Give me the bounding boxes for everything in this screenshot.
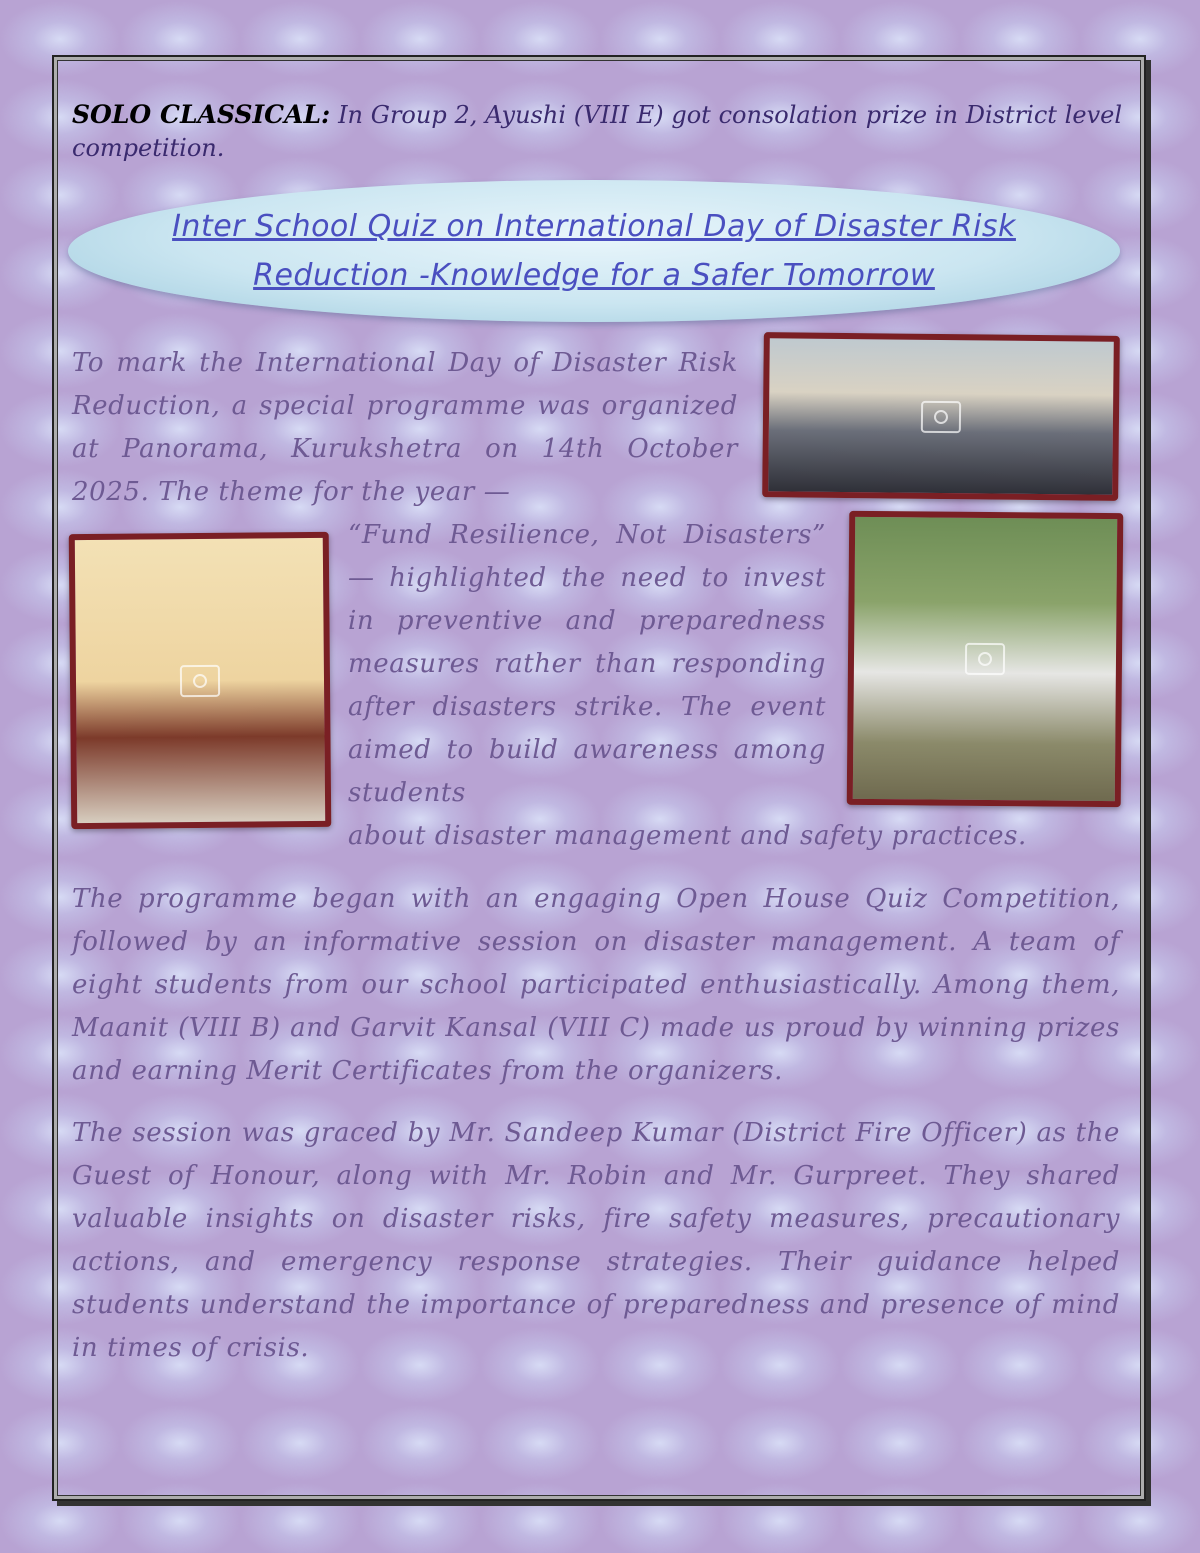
photo-rescue-demonstration (69, 532, 332, 829)
solo-classical-lead: SOLO CLASSICAL: (72, 100, 331, 129)
theme-paragraph-continued: about disaster management and safety practices. (348, 821, 1027, 851)
photo-icon (965, 643, 1005, 675)
photo-students-at-exhibit (762, 332, 1120, 501)
quiz-paragraph: The programme began with an engaging Open House Quiz Competition, followed by an informative session on disaster management. A team of eight students from our school participated enthusiastically. Among them, Maanit (VIII B) and Garvit Kansal (VIII C) made us proud by winning prizes and earning Merit Certificates from the organizers. (72, 884, 1120, 1086)
session-paragraph: The session was graced by Mr. Sandeep Kumar (District Fire Officer) as the Guest of Honour, along with Mr. Robin and Mr. Gurpreet. They shared valuable insights on disaster risks, fire safety measures, precautionary actions, and emergency response strategies. Their guidance helped students understand the importance of preparedness and presence of mind in times of crisis. (72, 1118, 1120, 1363)
solo-classical-note (72, 98, 1122, 165)
intro-paragraph: To mark the International Day of Disaster Risk Reduction, a special programme was organized at Panorama, Kurukshetra on 14th October 2025. The theme for the year — (72, 348, 738, 507)
photo-icon (921, 400, 961, 432)
section-banner (68, 180, 1120, 322)
photo-fire-extinguisher-demo (847, 511, 1124, 807)
photo-icon (180, 664, 220, 696)
section-title: Inter School Quiz on International Day of Disaster Risk Reduction -Knowledge for a Safer Tomorrow (172, 209, 1016, 293)
solo-classical-text: In Group 2, Ayushi (VIII E) got consolation prize in District level competition. (72, 101, 1122, 162)
theme-paragraph: “Fund Resilience, Not Disasters” — highlighted the need to invest in preventive and preparedness measures rather than responding after disasters strike. The event aimed to build awareness among students (348, 520, 826, 808)
